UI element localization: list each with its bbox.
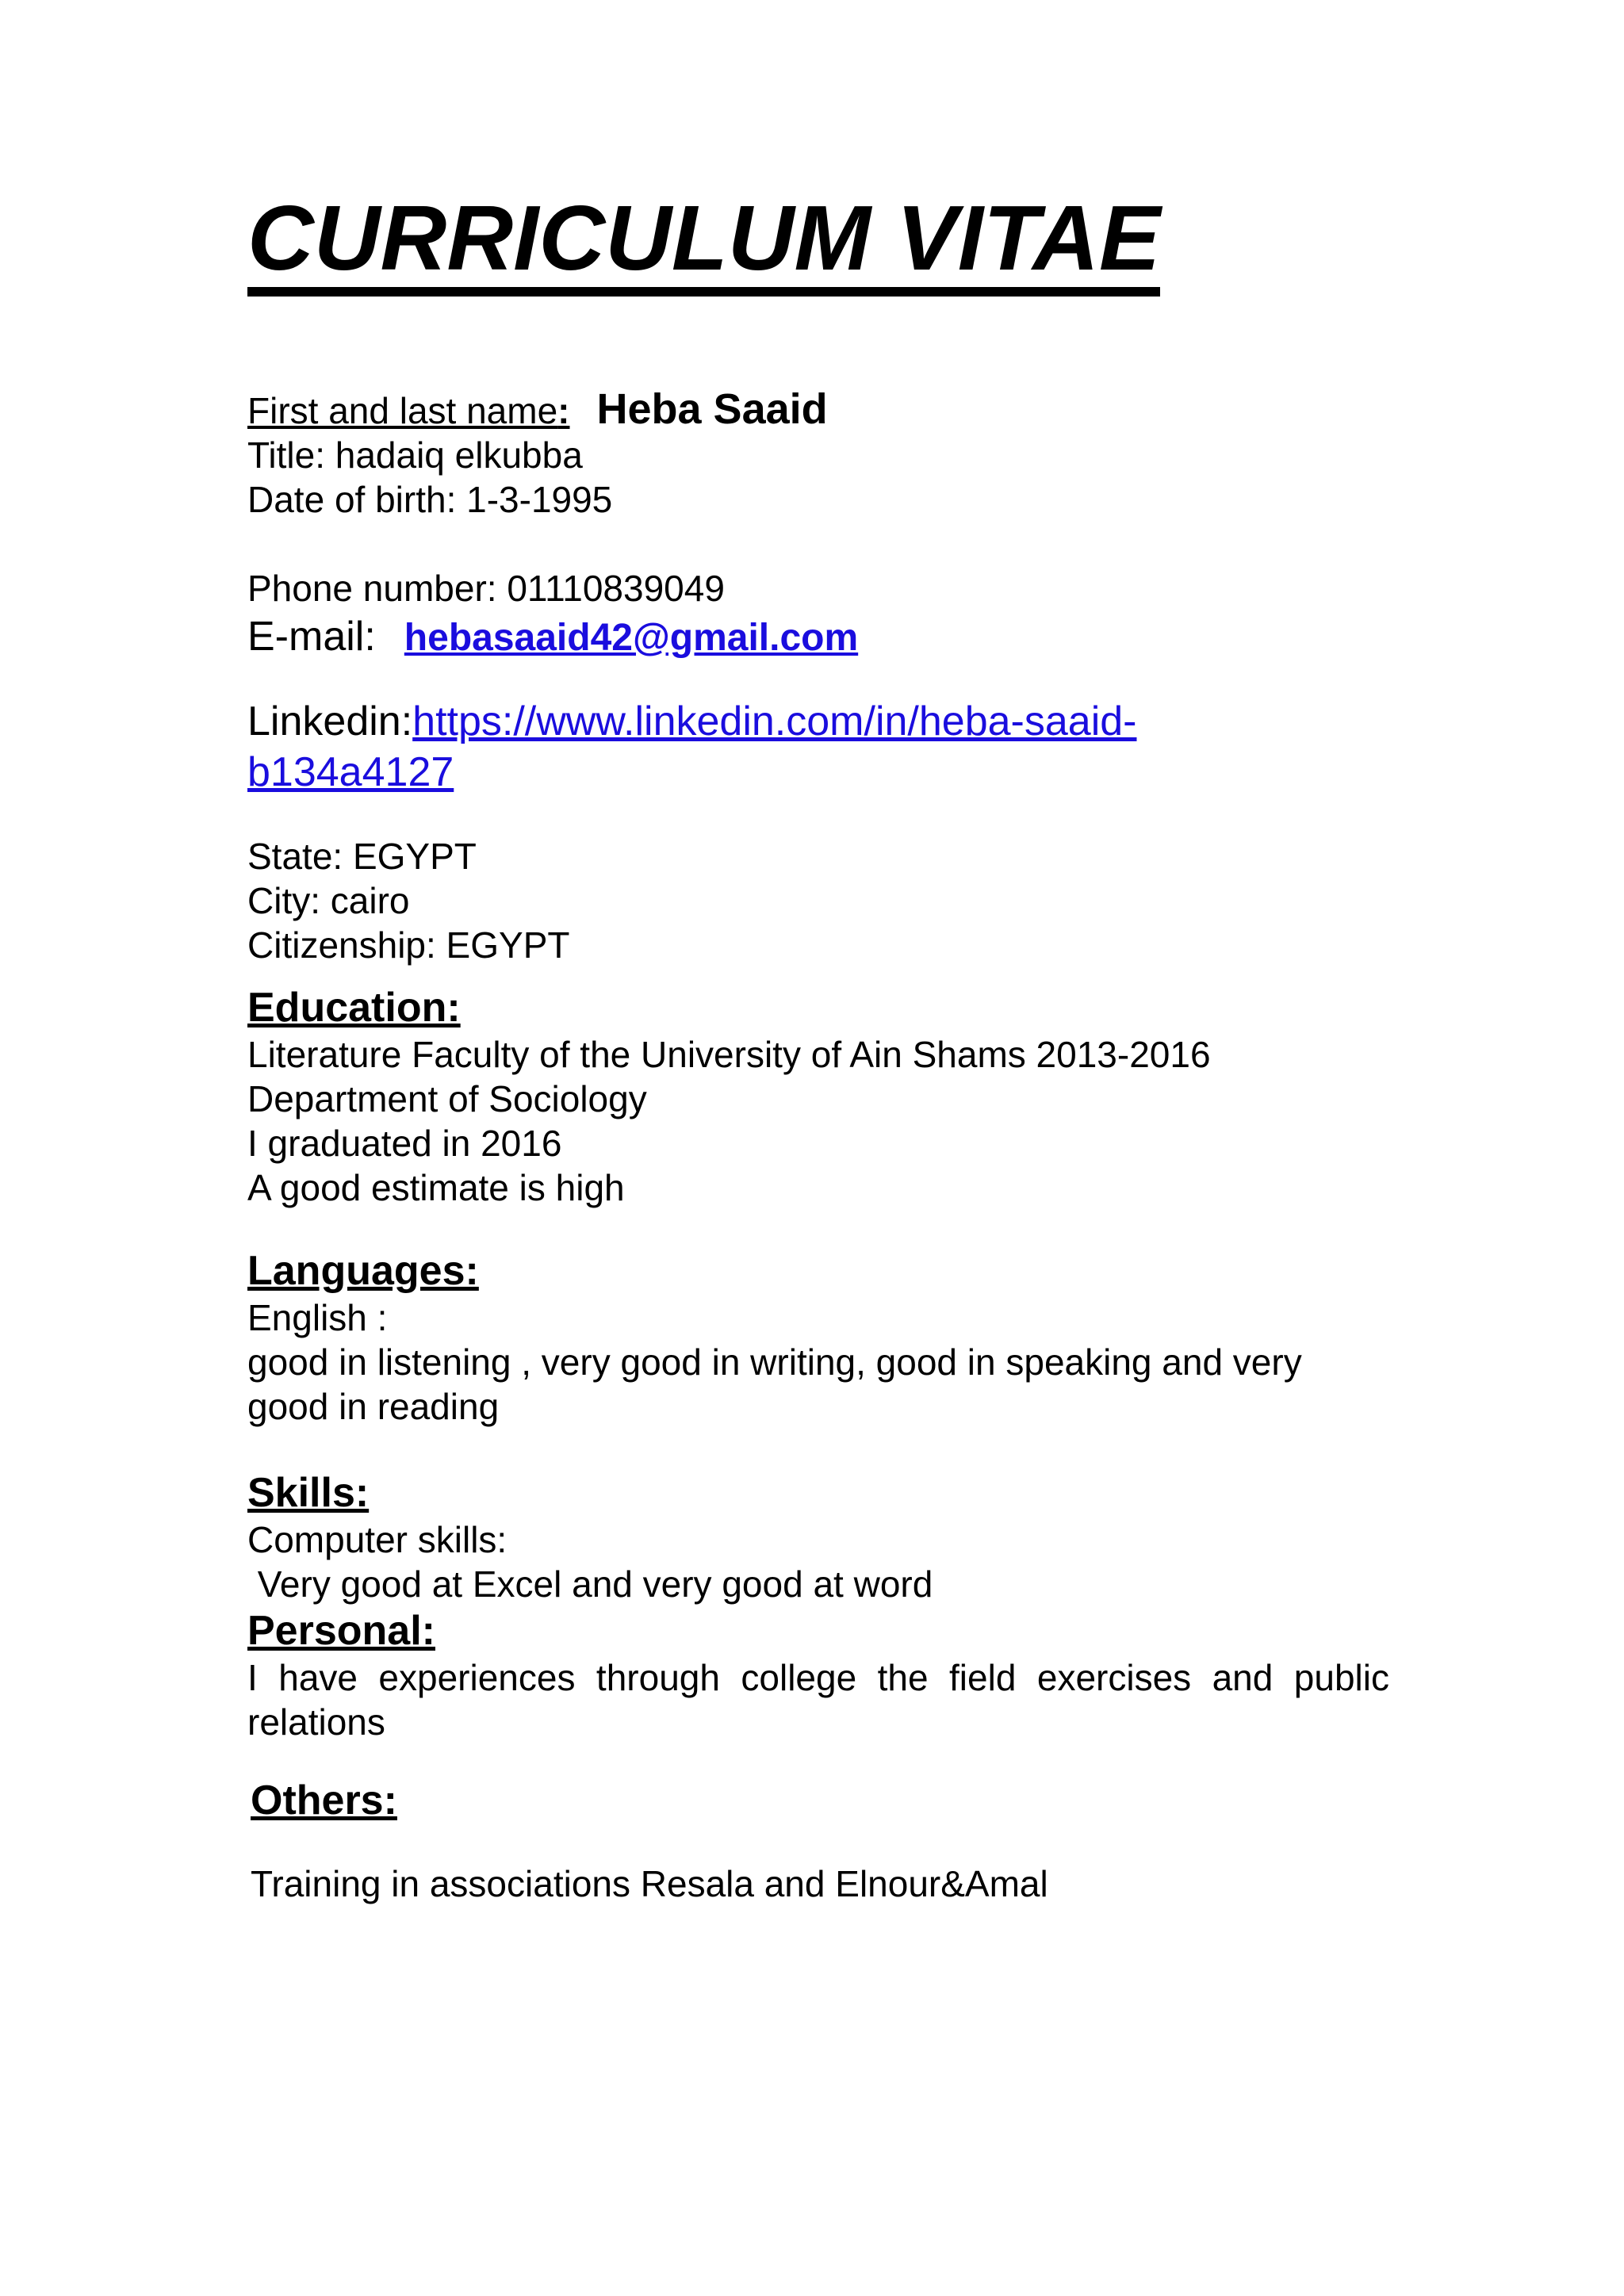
others-section [247, 1776, 1397, 1906]
linkedin-label: Linkedin: [247, 698, 413, 744]
personal-info-section [247, 387, 1397, 967]
title-underline [247, 186, 1161, 297]
skills-heading: Skills: [247, 1469, 370, 1516]
email-row [247, 610, 1397, 664]
personal-heading: Personal: [247, 1607, 435, 1654]
name-colon: : [557, 389, 570, 431]
others-heading: Others: [251, 1777, 397, 1823]
others-text: Training in associations Resala and Elnour&Amal [251, 1862, 1048, 1904]
city-row: City: cairo [247, 879, 410, 921]
linkedin-link-part2[interactable]: b134a4127 [247, 748, 454, 795]
language-name: English : [247, 1296, 388, 1338]
document-title: CURRICULUM VITAE [247, 186, 1161, 289]
education-line: I graduated in 2016 [247, 1122, 562, 1164]
name-row [247, 387, 1397, 433]
name-value: Heba Saaid [596, 385, 828, 433]
linkedin-row [247, 696, 1397, 747]
cv-content [247, 186, 1397, 1906]
email-link[interactable]: hebasaaid42@gmail.com [404, 616, 859, 659]
languages-heading: Languages: [247, 1247, 479, 1294]
education-line: A good estimate is high [247, 1166, 625, 1208]
email-label: E-mail: [247, 613, 376, 660]
language-description: good in listening , very good in writing, good in speaking and very good in reading [247, 1341, 1302, 1427]
education-line: Department of Sociology [247, 1077, 647, 1119]
location-block [247, 834, 1397, 967]
state-row: State: EGYPT [247, 835, 477, 877]
title-row: Title: hadaiq elkubba [247, 434, 583, 476]
languages-section [247, 1246, 1397, 1429]
linkedin-block [247, 696, 1397, 798]
citizenship-row: Citizenship: EGYPT [247, 924, 570, 966]
education-line: Literature Faculty of the University of Ain Shams 2013-2016 [247, 1033, 1211, 1075]
skills-detail: Very good at Excel and very good at word [247, 1563, 933, 1605]
linkedin-link-part1[interactable]: https://www.linkedin.com/in/heba-saaid- [412, 698, 1137, 744]
education-section [247, 983, 1397, 1210]
skills-subheading: Computer skills: [247, 1518, 508, 1560]
linkedin-row-2 [247, 747, 1397, 798]
phone-row: Phone number: 01110839049 [247, 567, 725, 609]
dob-row: Date of birth: 1-3-1995 [247, 478, 613, 520]
personal-text: I have experiences through college the field exercises and public relations [247, 1656, 1389, 1743]
skills-section [247, 1468, 1397, 1606]
name-label: First and last name [247, 389, 558, 431]
education-heading: Education: [247, 984, 461, 1031]
personal-section [247, 1606, 1397, 1744]
